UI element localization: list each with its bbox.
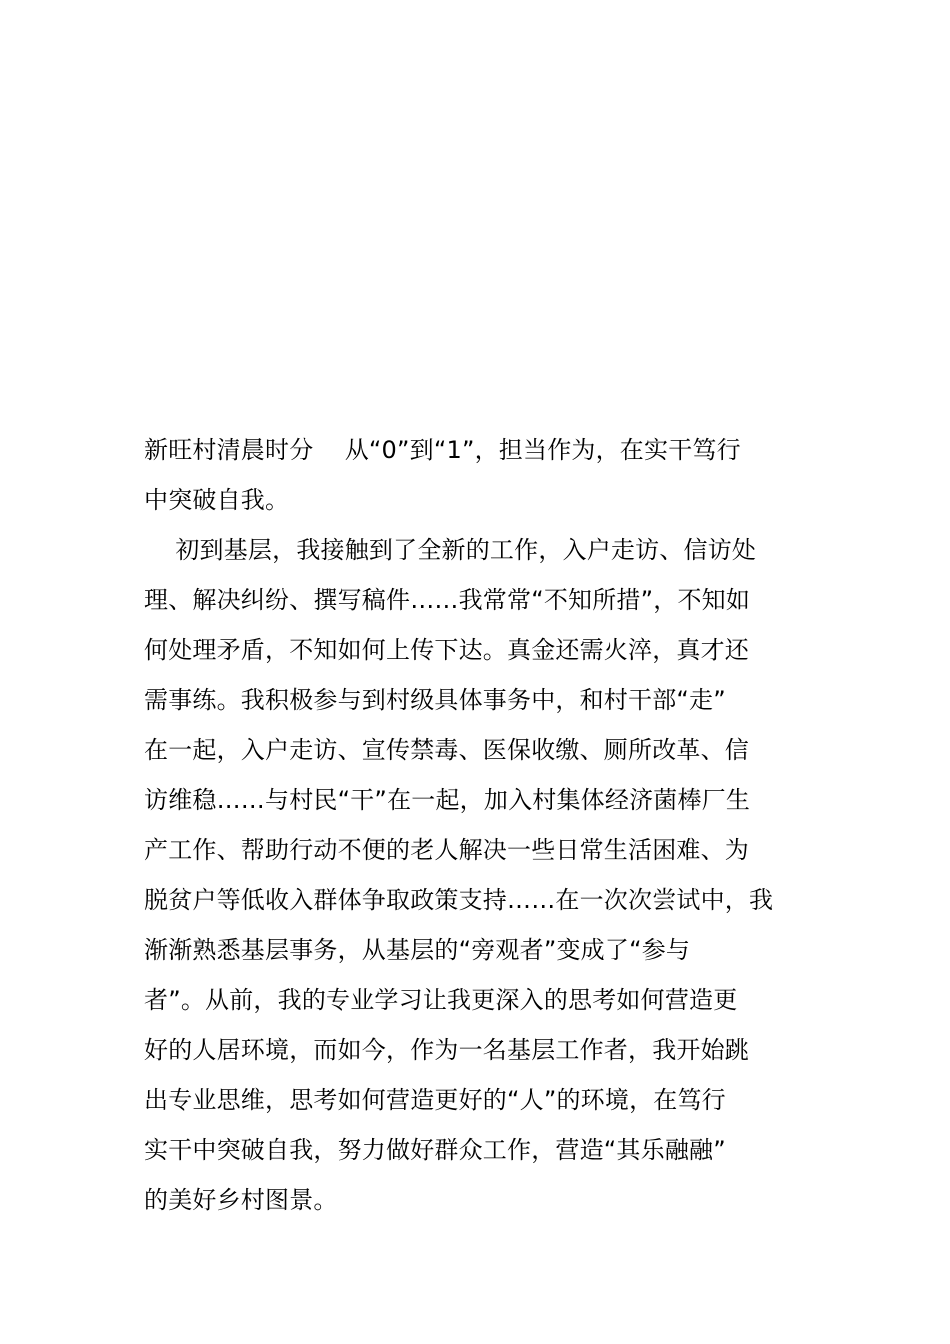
text-line: 理、解决纠纷、撰写稿件……我常常“不知所措”，不知如 [144, 586, 751, 614]
text-line: 初到基层，我接触到了全新的工作，入户走访、信访处 [144, 536, 757, 564]
text-line: 何处理矛盾，不知如何上传下达。真金还需火淬，真才还 [144, 636, 749, 664]
text-line: 的美好乡村图景。 [144, 1186, 338, 1214]
text-line: 新旺村清晨时分 从“0”到“1”，担当作为，在实干笃行 [144, 436, 741, 464]
text-line: 访维稳……与村民“干”在一起，加入村集体经济菌棒厂生 [144, 786, 751, 814]
text-line: 好的人居环境，而如今，作为一名基层工作者，我开始跳 [144, 1036, 749, 1064]
text-line: 需事练。我积极参与到村级具体事务中，和村干部“走” [144, 686, 726, 714]
text-line: 出专业思维，思考如何营造更好的“人”的环境，在笃行 [144, 1086, 726, 1114]
text-line: 中突破自我。 [144, 486, 290, 514]
text-line: 者”。从前，我的专业学习让我更深入的思考如何营造更 [144, 986, 738, 1014]
text-line: 产工作、帮助行动不便的老人解决一些日常生活困难、为 [144, 836, 749, 864]
text-line: 在一起，入户走访、宣传禁毒、医保收缴、厕所改革、信 [144, 736, 749, 764]
text-line: 脱贫户等低收入群体争取政策支持……在一次次尝试中，我 [144, 886, 774, 914]
text-line: 渐渐熟悉基层事务，从基层的“旁观者”变成了“参与 [144, 936, 691, 964]
text-line: 实干中突破自我，努力做好群众工作，营造“其乐融融” [144, 1136, 726, 1164]
body-text [144, 425, 814, 1225]
